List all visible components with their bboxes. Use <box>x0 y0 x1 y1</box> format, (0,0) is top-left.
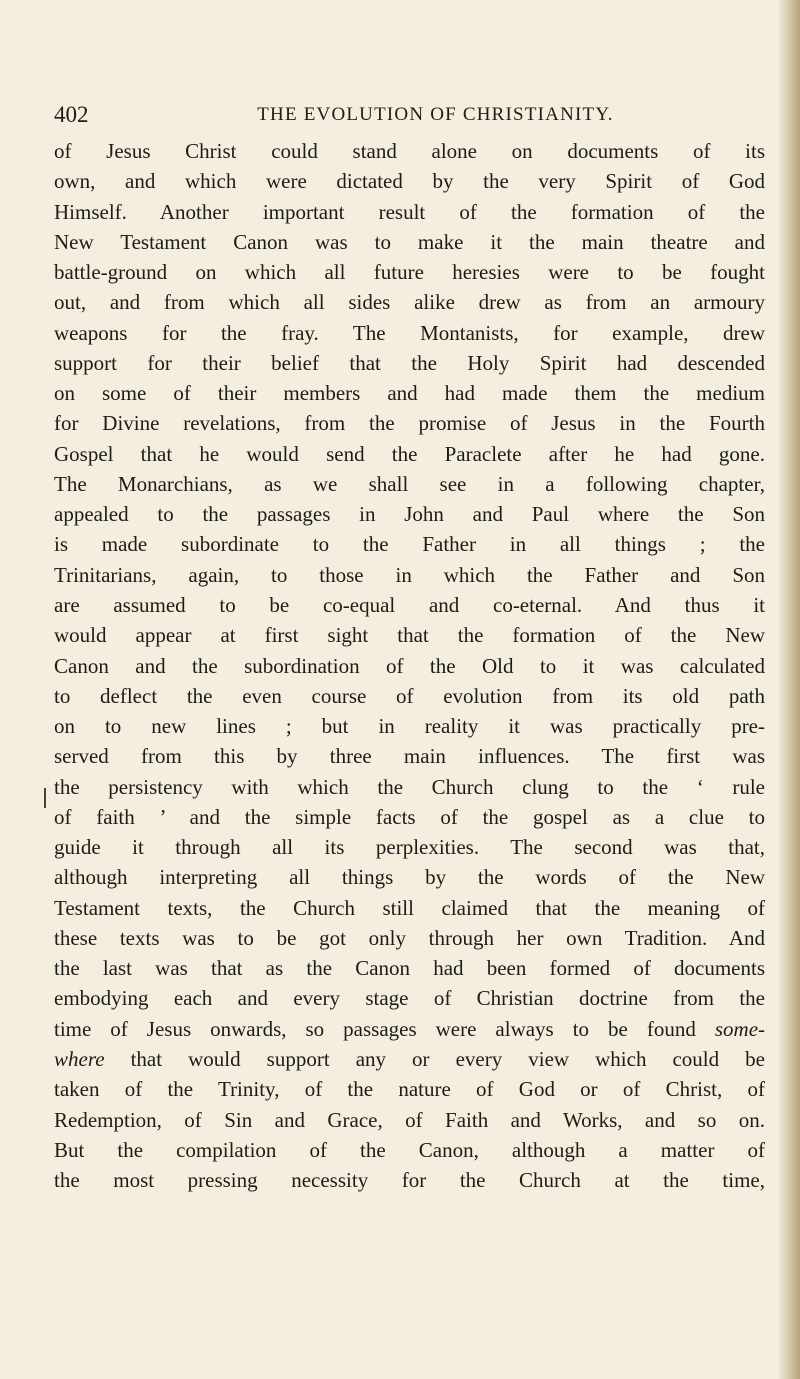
page-number: 402 <box>54 102 89 127</box>
text-line: Redemption, of Sin and Grace, of Faith and Works, and so on. <box>54 1107 765 1132</box>
text-line: for Divine revelations, from the promise of Jesus in the Fourth <box>54 411 765 436</box>
text-line: on some of their members and had made them the medium <box>54 381 765 406</box>
text-line: to deflect the even course of evolution from its old path <box>54 683 765 708</box>
text-line <box>54 1014 765 1044</box>
text-line: battle-ground on which all future heresies were to be fought <box>54 260 765 285</box>
text-line <box>54 1044 765 1074</box>
text-line: weapons for the fray. The Montanists, for example, drew <box>54 320 765 345</box>
text-line: The Monarchians, as we shall see in a following chapter, <box>54 471 765 496</box>
text-line: guide it through all its perplexities. The second was that, <box>54 835 765 860</box>
text-line: Gospel that he would send the Paraclete after he had gone. <box>54 441 765 466</box>
text-line: appealed to the passages in John and Paul where the Son <box>54 502 765 527</box>
text-line: are assumed to be co-equal and co-eternal. And thus it <box>54 592 765 617</box>
text-line: out, and from which all sides alike drew as from an armoury <box>54 290 765 315</box>
running-title: THE EVOLUTION OF CHRISTIANITY. <box>257 104 614 125</box>
text-line: Trinitarians, again, to those in which the Father and Son <box>54 562 765 587</box>
text-line-segment: time of Jesus onwards, so passages were always to be found <box>54 1016 696 1041</box>
page-header <box>54 100 762 130</box>
page-edge-shadow <box>778 0 800 1379</box>
text-line: taken of the Trinity, of the nature of God or of Christ, of <box>54 1077 765 1102</box>
text-line: support for their belief that the Holy Spirit had descended <box>54 350 765 375</box>
text-line: would appear at first sight that the formation of the New <box>54 623 765 648</box>
text-line: on to new lines ; but in reality it was practically pre- <box>54 714 765 739</box>
margin-mark <box>44 788 46 808</box>
text-line: Himself. Another important result of the formation of the <box>54 199 765 224</box>
text-line: is made subordinate to the Father in all things ; the <box>54 532 765 557</box>
text-line: the last was that as the Canon had been formed of documents <box>54 956 765 981</box>
text-line: although interpreting all things by the words of the New <box>54 865 765 890</box>
text-line: Canon and the subordination of the Old to it was calculated <box>54 653 765 678</box>
text-line-segment: that would support any or every view which could be <box>130 1046 765 1071</box>
text-line: of Jesus Christ could stand alone on documents of its <box>54 139 765 163</box>
text-line: But the compilation of the Canon, although a matter of <box>54 1137 765 1162</box>
body-text <box>54 136 765 1195</box>
text-line: the persistency with which the Church clung to the ‘ rule <box>54 774 765 799</box>
text-line: Testament texts, the Church still claimed that the meaning of <box>54 895 765 920</box>
text-line: embodying each and every stage of Christian doctrine from the <box>54 986 765 1011</box>
text-line: served from this by three main influences. The first was <box>54 744 765 769</box>
text-line: these texts was to be got only through her own Tradition. And <box>54 925 765 950</box>
text-line: New Testament Canon was to make it the main theatre and <box>54 229 765 254</box>
text-line: the most pressing necessity for the Church at the time, <box>54 1168 765 1193</box>
italic-word: some- <box>714 1016 765 1041</box>
text-line: of faith ’ and the simple facts of the gospel as a clue to <box>54 804 765 829</box>
text-line: own, and which were dictated by the very Spirit of God <box>54 169 765 194</box>
italic-word: where <box>54 1046 105 1071</box>
